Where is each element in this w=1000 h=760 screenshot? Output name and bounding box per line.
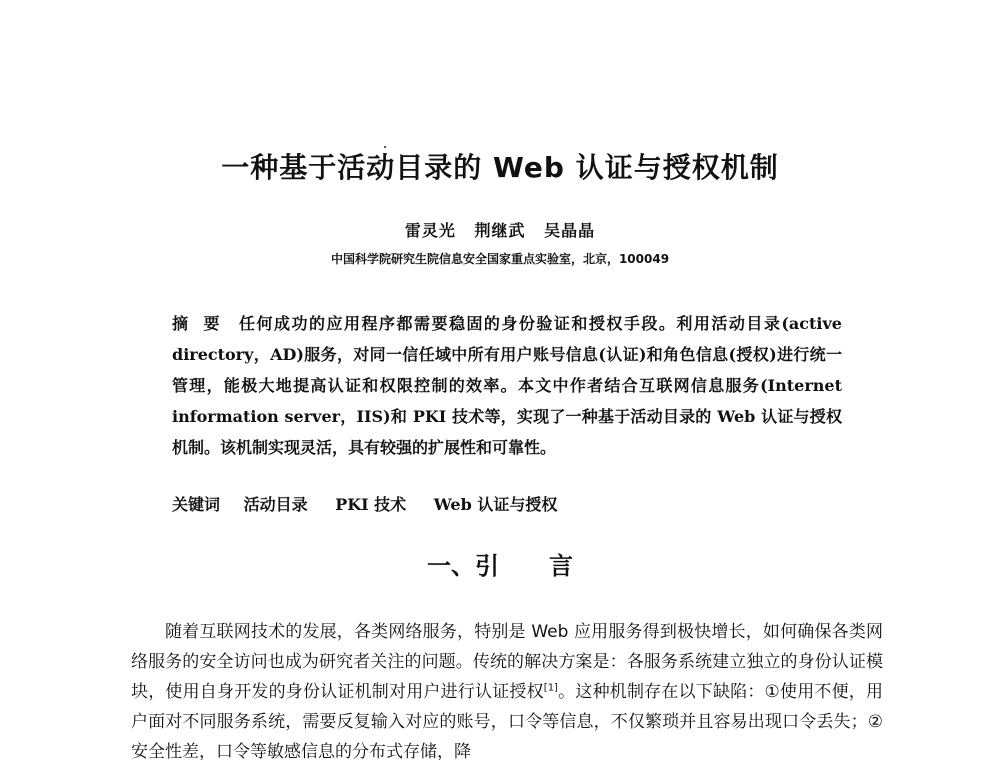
paper-title: 一种基于活动目录的 Web 认证与授权机制 bbox=[221, 151, 779, 184]
body-paragraph bbox=[131, 617, 883, 760]
abstract bbox=[172, 308, 842, 463]
keywords bbox=[172, 493, 852, 517]
abstract-text: 任何成功的应用程序都需要稳固的身份验证和授权手段。利用活动目录(active directory，AD)服务，对同一信任域中所有用户账号信息(认证)和角色信息(授权)进行统一管理，能极大地提高认证和权限控制的效率。本文中作者结合互联网信息服务(Internet information server，IIS)和 PKI 技术等，实现了一种基于活动目录的 Web 认证与授权机制。该机制实现灵活，具有较强的扩展性和可靠性。 bbox=[172, 314, 842, 457]
scan-dot bbox=[384, 146, 386, 148]
author-name: 荆继武 bbox=[474, 221, 526, 240]
keyword: PKI 技术 bbox=[335, 495, 407, 514]
keyword: 活动目录 bbox=[243, 495, 308, 514]
keywords-label: 关键词 bbox=[172, 495, 221, 514]
author-affiliation: 中国科学院研究生院信息安全国家重点实验室，北京，100049 bbox=[330, 252, 670, 266]
body-text: 随着互联网技术的发展，各类网络服务，特别是 Web 应用服务得到极快增长，如何确保各类网络服务的安全访问也成为研究者关注的问题。传统的解决方案是：各服务系统建立独立的身份认证模块，使用自身开发的身份认证机制对用户进行认证授权 bbox=[131, 622, 883, 702]
section-number: 一、引 bbox=[427, 552, 499, 580]
author-name: 吴晶晶 bbox=[544, 221, 596, 240]
keyword: Web 认证与授权 bbox=[433, 495, 558, 514]
section-title: 言 bbox=[549, 552, 573, 580]
citation-ref: [1] bbox=[543, 682, 558, 694]
author-list bbox=[0, 218, 1000, 241]
abstract-label: 摘要 bbox=[172, 314, 235, 333]
body-text-continued: 。这种机制存在以下缺陷：①使用不便，用户面对不同服务系统，需要反复输入对应的账号，口令等信息，不仅繁琐并且容易出现口令丢失；②安全性差，口令等敏感信息的分布式存储，降 bbox=[131, 682, 883, 760]
author-name: 雷灵光 bbox=[404, 221, 456, 240]
section-heading bbox=[0, 550, 1000, 582]
